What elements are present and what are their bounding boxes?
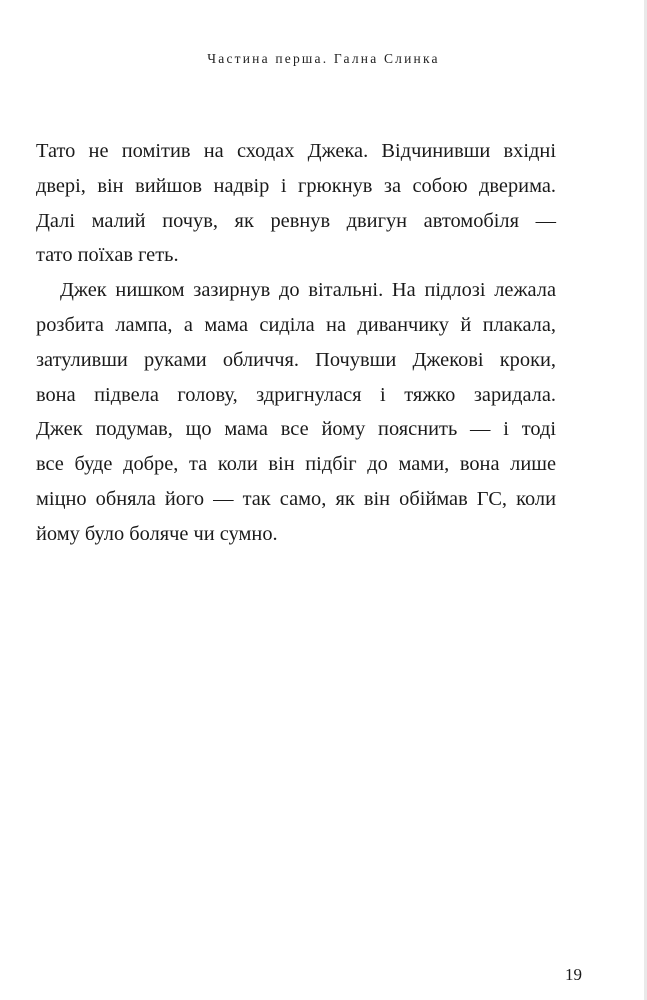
text-line: Тато не помітив на сходах Джека. Відчинивши вхідні — [36, 140, 556, 162]
text-line: затуливши руками обличчя. Почувши Джекові кроки, — [36, 348, 556, 371]
text-line: Джек подумав, що мама все йому пояснить — і тоді — [36, 418, 556, 441]
text-line: розбита лампа, а мама сиділа на диванчику й плакала, — [36, 313, 556, 336]
paragraph-1 — [36, 134, 556, 273]
text-line: все буде добре, та коли він підбіг до мами, вона лише — [36, 453, 556, 476]
text-line: Джек нишком зазирнув до вітальні. На підлозі лежала — [60, 279, 556, 302]
body-text — [36, 134, 556, 552]
text-line: міцно обняла його — так само, як він обіймав ГС, коли — [36, 487, 556, 510]
paragraph-2 — [36, 273, 556, 551]
text-line: тато поїхав геть. — [36, 244, 179, 267]
text-line: Далі малий почув, як ревнув двигун автомобіля — — [36, 209, 556, 232]
page-number: 19 — [565, 965, 582, 984]
running-header: Частина перша. Гална Слинка — [207, 51, 440, 66]
text-line: йому було боляче чи сумно. — [36, 522, 278, 545]
text-line: вона підвела голову, здригнулася і тяжко заридала. — [36, 383, 556, 406]
text-line: двері, він вийшов надвір і грюкнув за собою дверима. — [36, 174, 556, 197]
